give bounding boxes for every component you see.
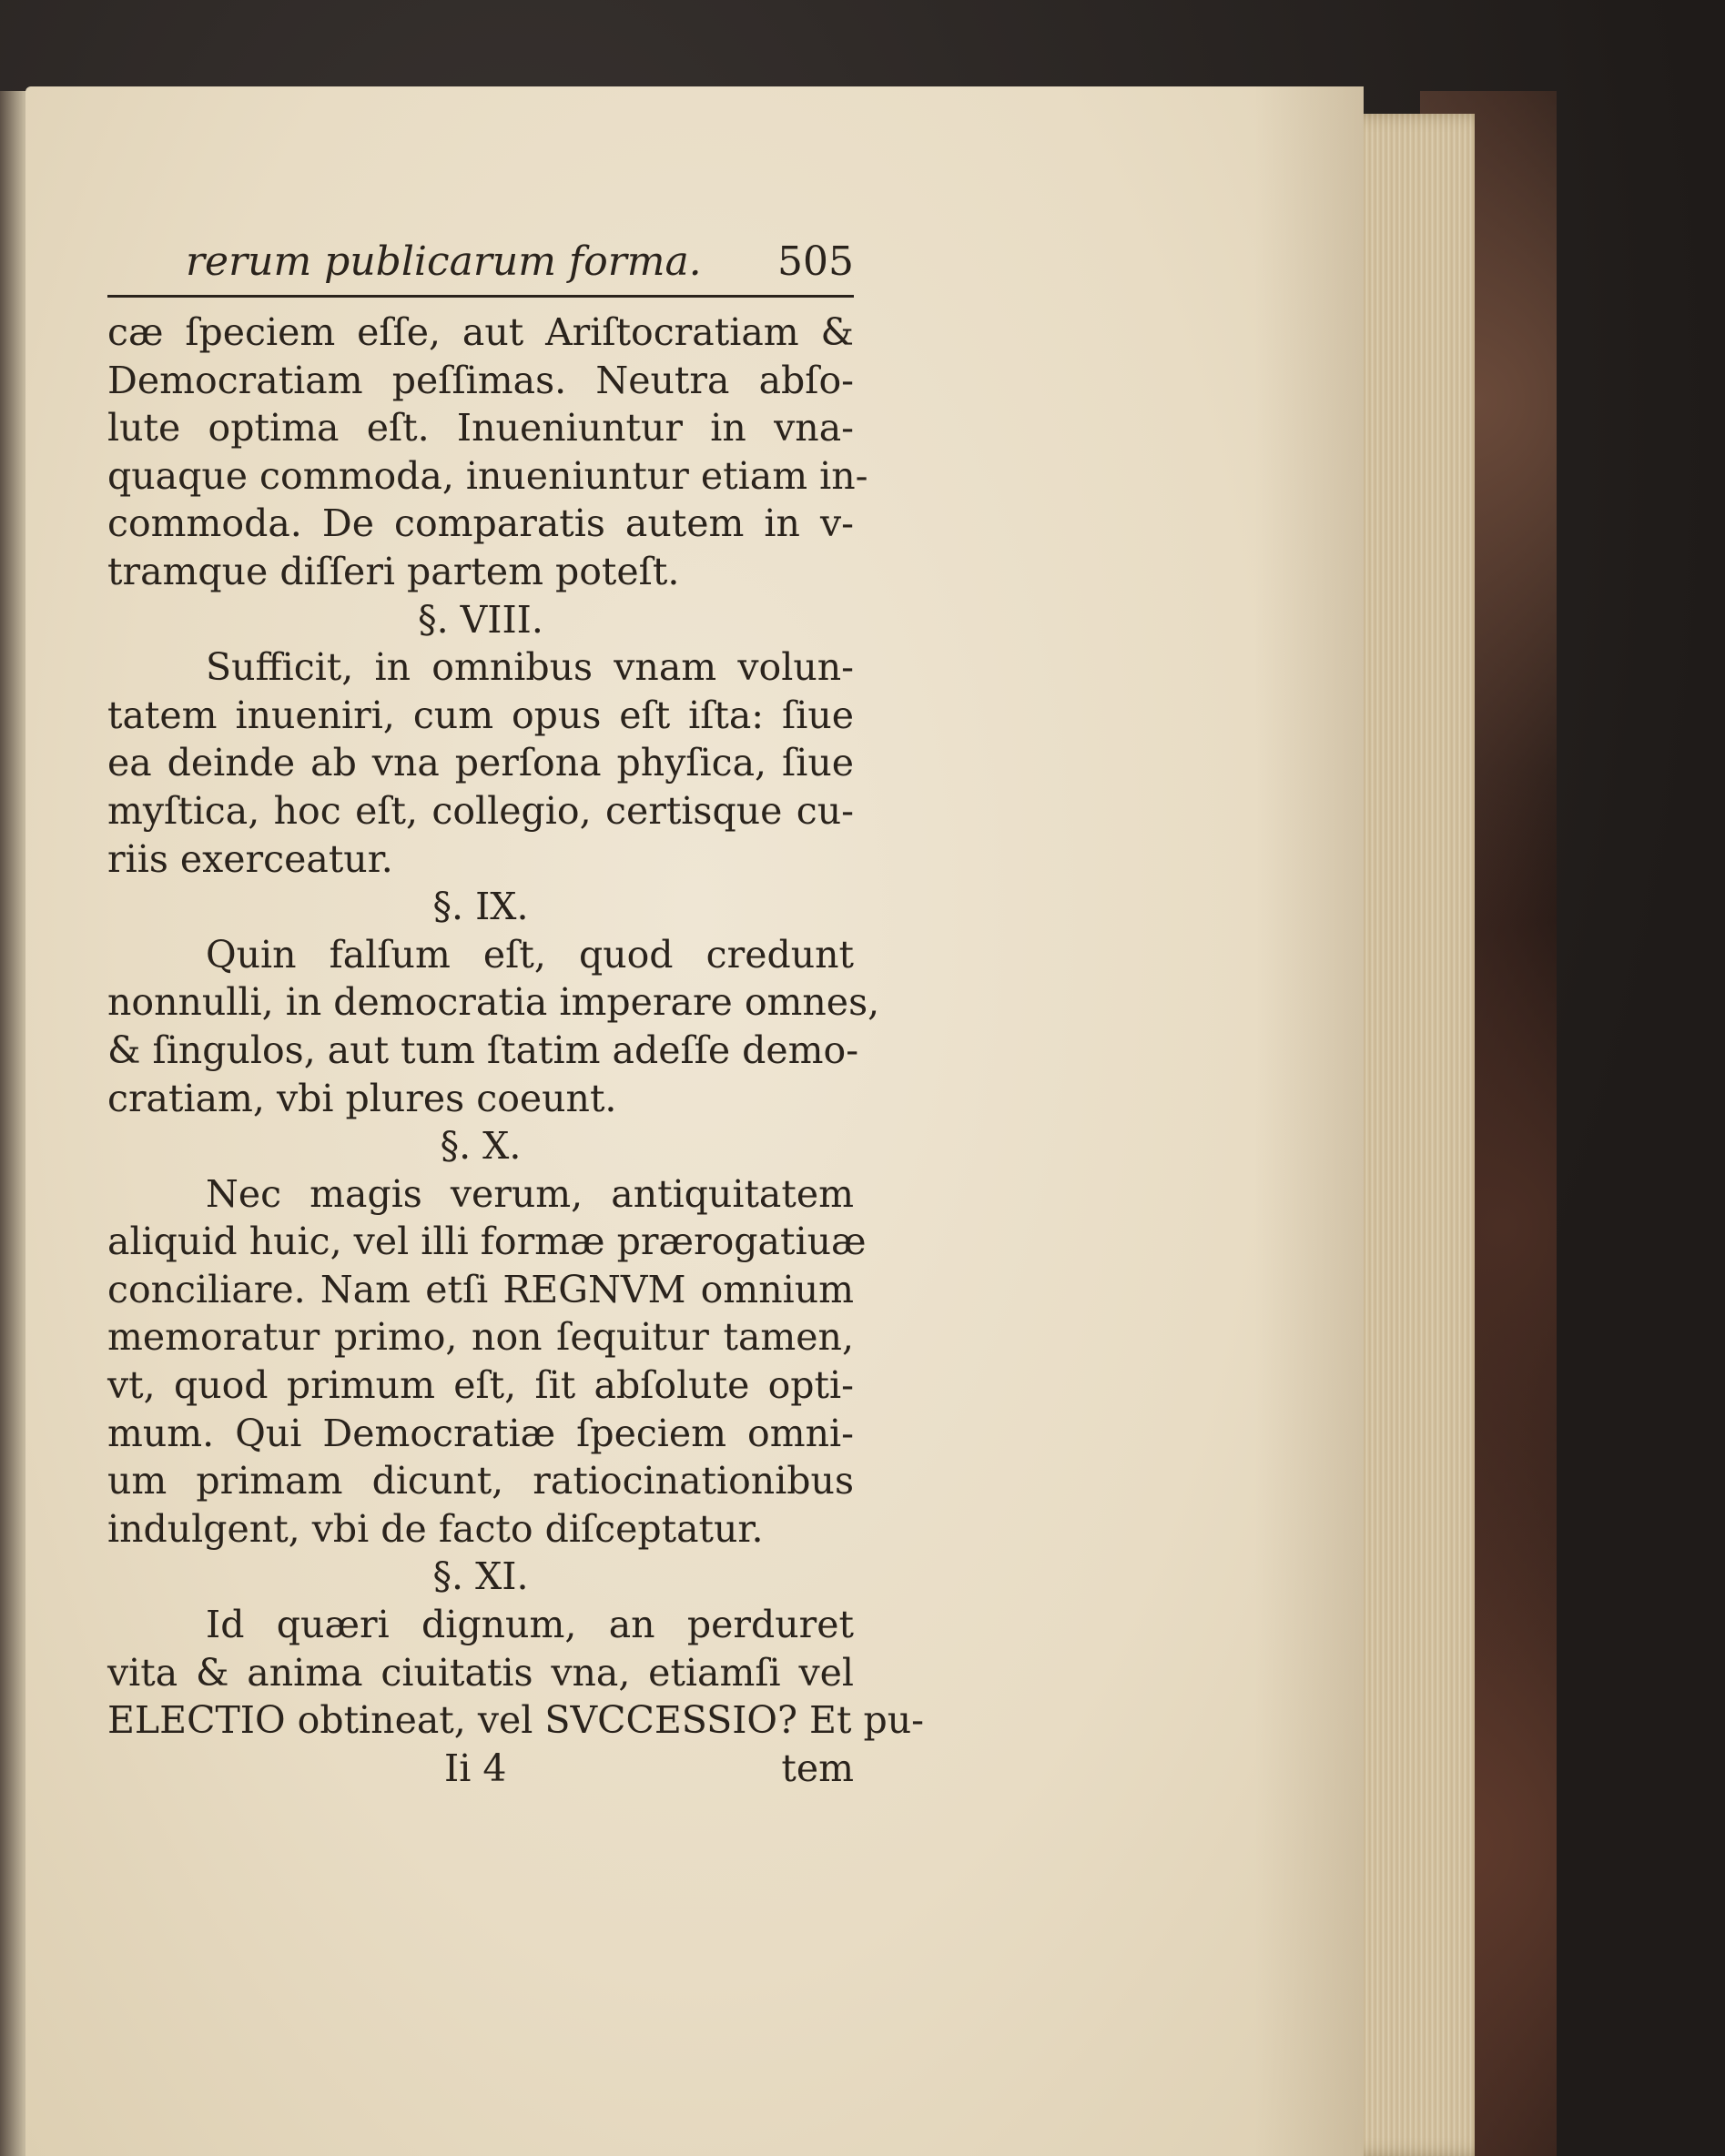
catchword: tem	[781, 1746, 854, 1790]
text-line: conciliare. Nam etſi REGNVM omnium	[107, 1267, 854, 1311]
page-number: 505	[777, 238, 854, 285]
text-line: myſtica, hoc eſt, collegio, certisque cu-	[107, 788, 854, 833]
text-line: mum. Qui Democratiæ ſpeciem omni-	[107, 1411, 854, 1455]
section-heading: §. IX.	[432, 885, 529, 929]
text-line: lute optima eſt. Inueniuntur in vna-	[107, 406, 854, 450]
text-line: indulgent, vbi de facto diſceptatur.	[107, 1506, 764, 1551]
text-line: cratiam, vbi plures coeunt.	[107, 1076, 617, 1120]
page-header	[107, 228, 854, 291]
text-line: aliquid huic, vel illi formæ prærogatiuæ	[107, 1220, 867, 1264]
text-line: tramque diſſeri partem poteſt.	[107, 549, 680, 593]
signature-mark: Ii 4	[444, 1746, 507, 1790]
text-line: quaque commoda, inueniuntur etiam in-	[107, 453, 868, 498]
text-line: tatem inueniri, cum opus eſt iſta: ſiue	[107, 693, 854, 737]
text-line: nonnulli, in democratia imperare omnes,	[107, 980, 880, 1025]
text-line: um primam dicunt, ratiocinationibus	[107, 1459, 854, 1503]
text-block	[107, 228, 924, 1797]
section-heading: §. VIII.	[418, 597, 543, 642]
gutter-shadow	[1254, 86, 1364, 2156]
section-heading: §. XI.	[432, 1554, 529, 1599]
text-line: Quin falſum eſt, quod credunt	[206, 932, 854, 977]
text-line: ea deinde ab vna perſona phyſica, ſiue	[107, 741, 854, 785]
body-text	[107, 309, 924, 1745]
text-line: vt, quod primum eſt, ſit abſolute opti-	[107, 1363, 854, 1408]
text-line: cæ ſpeciem eſſe, aut Ariſtocratiam &	[107, 310, 854, 354]
text-line: commoda. De comparatis autem in v-	[107, 501, 854, 546]
text-line: riis exerceatur.	[107, 836, 393, 881]
page-footer	[107, 1746, 854, 1797]
text-line: ELECTIO obtineat, vel SVCCESSIO? Et pu-	[107, 1698, 924, 1743]
text-line: memoratur primo, non ſequitur tamen,	[107, 1315, 854, 1360]
text-line: Sufficit, in omnibus vnam volun-	[206, 645, 854, 690]
header-rule	[107, 295, 854, 298]
text-line: Democratiam peſſimas. Neutra abſo-	[107, 358, 854, 402]
section-heading: §. X.	[440, 1124, 522, 1169]
book-page	[25, 86, 1364, 2156]
text-line: Id quæri dignum, an perduret	[206, 1603, 854, 1647]
running-title: rerum publicarum forma.	[186, 238, 702, 285]
text-line: Nec magis verum, antiquitatem	[206, 1171, 854, 1216]
text-line: vita & anima ciuitatis vna, etiamſi vel	[107, 1650, 854, 1695]
text-line: & ſingulos, aut tum ſtatim adeſſe demo-	[107, 1027, 859, 1072]
